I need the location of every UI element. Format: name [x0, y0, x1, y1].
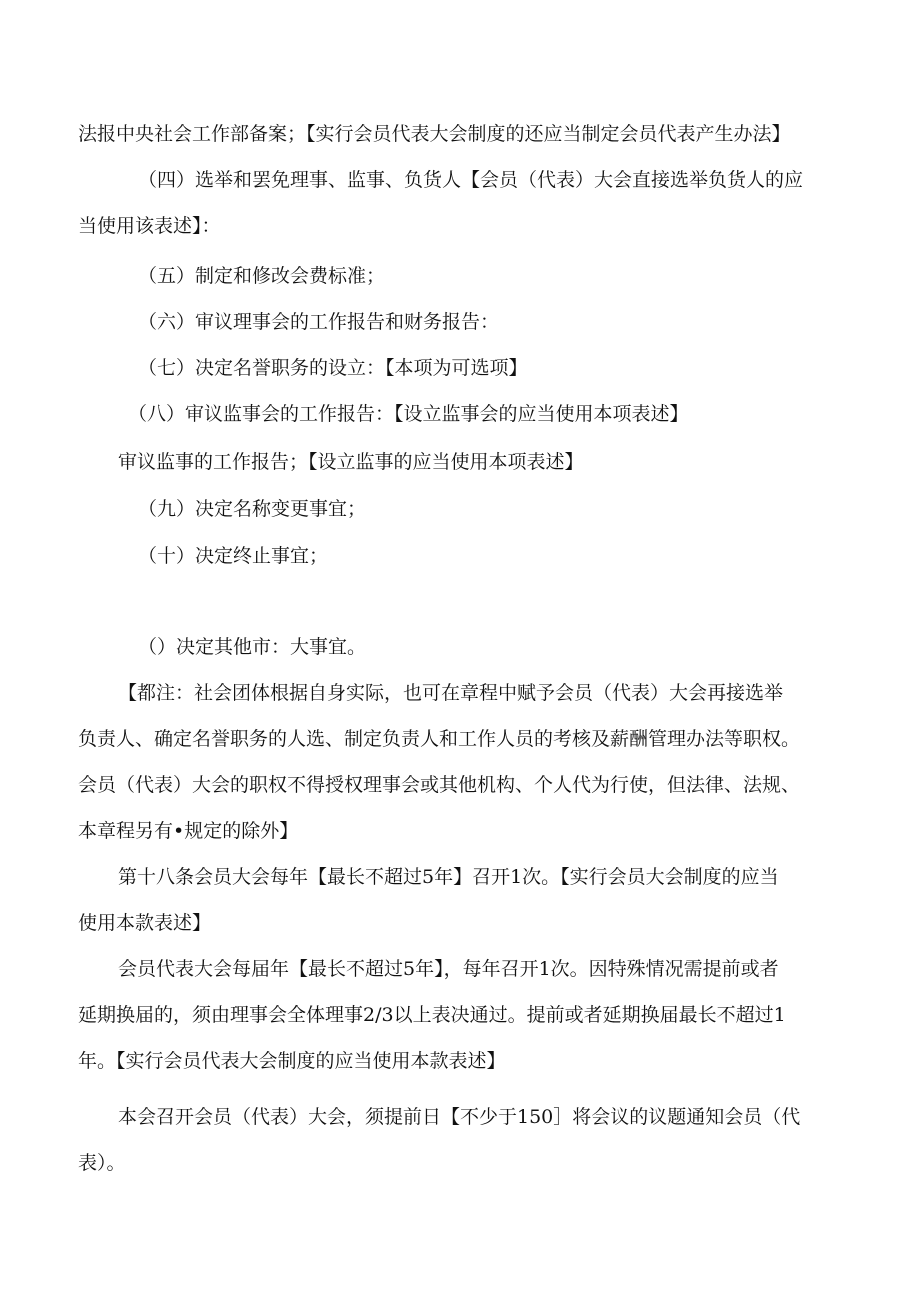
paragraph-item-8 [78, 391, 838, 437]
text-line: （四）选举和罢免理事、监事、负货人【会员（代表）大会直接选举负货人的应 [138, 169, 804, 191]
text-line: 本会召开会员（代表）大会，须提前日【不少于150］将会议的议题通知会员（代 [118, 1106, 801, 1128]
paragraph-term-of-office [78, 946, 838, 1084]
text-line: 表）。 [78, 1152, 126, 1174]
text-line: 【都注：社会团体根据自身实际，也可在章程中赋予会员（代表）大会再接选举 [118, 682, 784, 704]
paragraph-item-5 [78, 253, 838, 299]
paragraph-item-10 [78, 533, 838, 579]
text-line: （十）决定终止事宜； [138, 545, 329, 567]
paragraph-other-matters [78, 624, 838, 670]
text-line: 法报中央社会工作部备案；【实行会员代表大会制度的还应当制定会员代表产生办法】 [78, 123, 791, 145]
paragraph-note [78, 670, 838, 854]
text-line: 本章程另有•规定的除外】 [78, 820, 299, 842]
text-line: （五）制定和修改会费标准； [138, 265, 386, 287]
text-line: （九）决定名称变更事宜； [138, 498, 367, 520]
paragraph-item-9 [78, 486, 838, 532]
text-line: 负责人、确定名誉职务的人选、制定负责人和工作人员的考核及薪酬管理办法等职权。 [78, 728, 801, 750]
text-line: 延期换届的，须由理事会全体理事2/3以上表决通过。提前或者延期换届最长不超过1 [78, 1004, 786, 1026]
text-line: 会员（代表）大会的职权不得授权理事会或其他机构、个人代为行使，但法律、法规、 [78, 774, 801, 796]
text-line: 第十八条会员大会每年【最长不超过5年】召开1次。【实行会员大会制度的应当 [118, 866, 779, 888]
text-line: 年。【实行会员代表大会制度的应当使用本款表述】 [78, 1050, 506, 1072]
paragraph-item-6 [78, 299, 838, 345]
text-line: 审议监事的工作报告；【设立监事的应当使用本项表述】 [118, 451, 584, 473]
text-line: （）决定其他市：大事宜。 [138, 636, 367, 658]
paragraph-item-4 [78, 157, 838, 249]
paragraph-meeting-notice [78, 1094, 838, 1186]
paragraph-supervisor-report [78, 439, 838, 485]
text-line: 会员代表大会每届年【最长不超过5年】，每年召开1次。因特殊情况需提前或者 [118, 958, 779, 980]
text-line: （六）审议理事会的工作报告和财务报告： [138, 311, 500, 333]
paragraph-article-18 [78, 854, 838, 946]
paragraph-item-7 [78, 345, 838, 391]
text-line: 使用本款表述】 [78, 912, 212, 934]
paragraph-filing [78, 111, 838, 157]
text-line: （八）审议监事会的工作报告：【设立监事会的应当使用本项表述】 [128, 403, 689, 425]
text-line: （七）决定名誉职务的设立：【本项为可选项】 [138, 357, 528, 379]
text-line: 当使用该表述】： [78, 215, 221, 237]
